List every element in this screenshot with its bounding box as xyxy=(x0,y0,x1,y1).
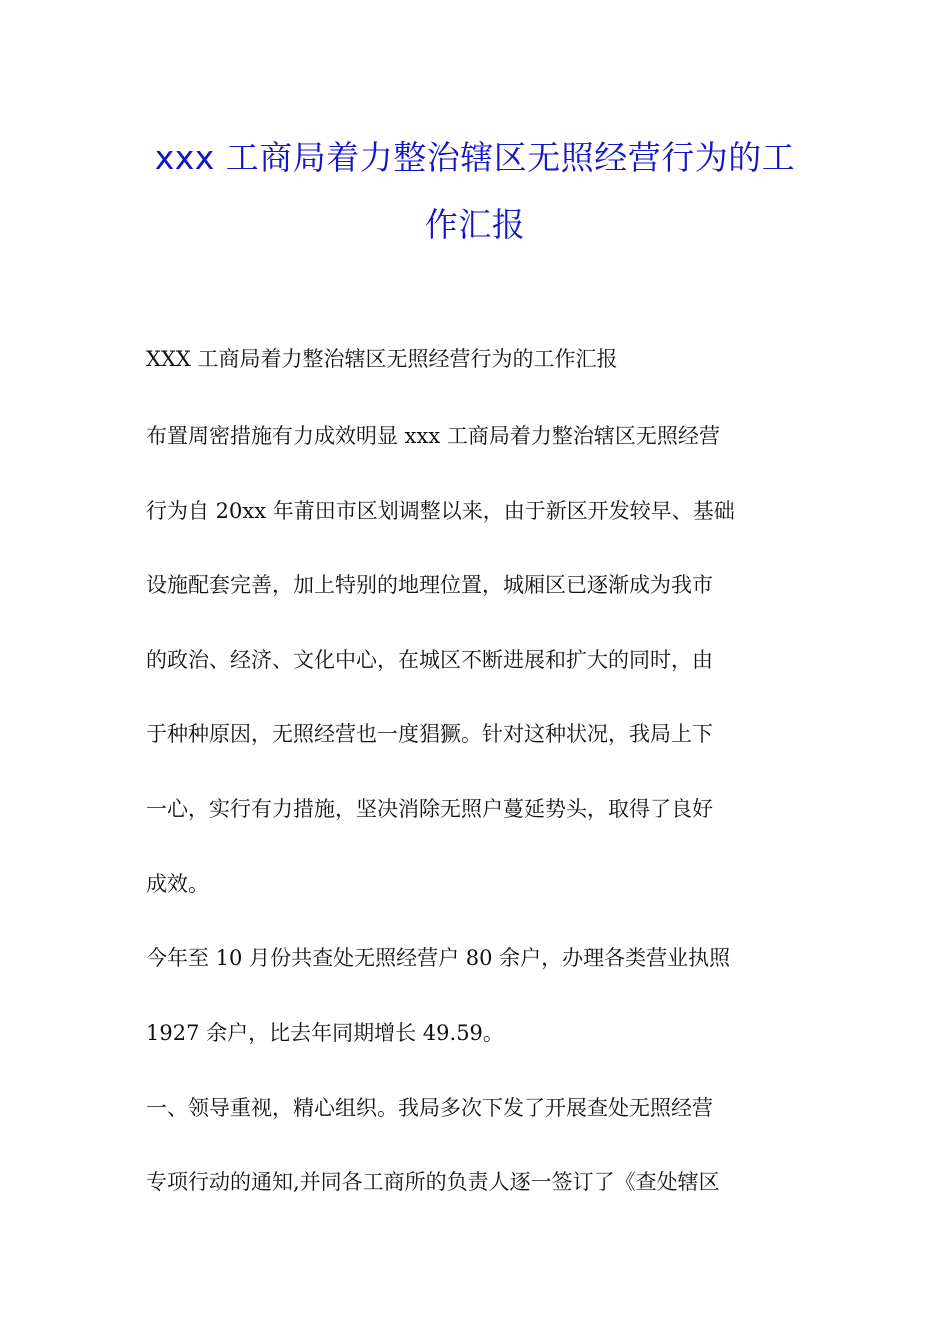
body-line-3: 行为自 20xx 年莆田市区划调整以来，由于新区开发较早、基础 xyxy=(146,499,735,523)
body-line-10: 1927 余户，比去年同期增长 49.59。 xyxy=(146,1021,504,1045)
document-title-line-2: 作汇报 xyxy=(424,205,526,244)
body-line-11: 一、领导重视，精心组织。我局多次下发了开展查处无照经营 xyxy=(146,1096,713,1120)
body-line-12: 专项行动的通知,并同各工商所的负责人逐一签订了《查处辖区 xyxy=(146,1170,720,1194)
document-title-line-1: xxx 工商局着力整治辖区无照经营行为的工 xyxy=(154,138,796,177)
body-line-1: XXX 工商局着力整治辖区无照经营行为的工作汇报 xyxy=(146,347,618,371)
body-line-8: 成效。 xyxy=(146,872,209,896)
body-line-5: 的政治、经济、文化中心，在城区不断进展和扩大的同时，由 xyxy=(146,648,713,672)
body-line-9: 今年至 10 月份共查处无照经营户 80 余户，办理各类营业执照 xyxy=(146,946,731,970)
body-line-2: 布置周密措施有力成效明显 xxx 工商局着力整治辖区无照经营 xyxy=(146,424,720,448)
body-line-7: 一心，实行有力措施，坚决消除无照户蔓延势头，取得了良好 xyxy=(146,797,713,821)
body-line-6: 于种种原因，无照经营也一度猖獗。针对这种状况，我局上下 xyxy=(146,722,713,746)
body-line-4: 设施配套完善，加上特别的地理位置，城厢区已逐渐成为我市 xyxy=(146,573,713,597)
